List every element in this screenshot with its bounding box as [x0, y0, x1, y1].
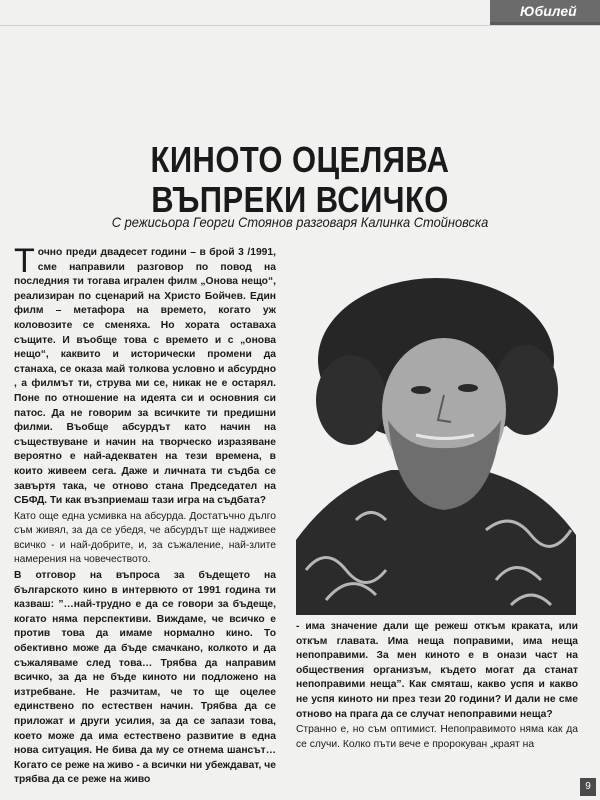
answer-1: Като още една усмивка на абсурда. Достатъчно дълго съм живял, за да се убедя, че абсурдът ще надживее всичко - и най-добрите, и, за съжаление, най-злите намерения на човечеството.	[14, 510, 276, 566]
answer-2: Странно е, но съм оптимист. Непоправимото няма как да се случи. Колко пъти вече е пророкуван „краят на	[296, 724, 578, 750]
section-tab	[490, 0, 600, 26]
title-line-2: ВЪПРЕКИ ВСИЧКО	[151, 179, 449, 220]
right-column	[296, 620, 578, 753]
question-1-text: очно преди двадесет години – в брой 3 /1991, сме направили разговор по повод на последния ти тогава игралeн филм „Онова нещо“, реализиран по сценарий на Христо Бойчев. Един филм – метафора на времето, когато уж коловозите се сменяха. Но хората оставаха същите. И въобще това с времето и с „онова нещо“, каквито и исторически промени да станахa, се оказа май толкова условно и абсурдно , а филмът ти, струва ми се, никак не е остарял. Поне по отношение на идеята си и основния си патос. Да не говорим за всичките ти предишни филми. Въобще абсурдът като начин на съществуване и начин на творческо изразяване вероятно е най-адекватен на тези времена, в които живеем сега. Даже и личната ти съдба се завъртя така, че отново стана Председател на СБФД. Ти как възприемаш тази игра на съдбата?	[14, 247, 276, 507]
left-column	[14, 242, 276, 789]
portrait-illustration	[296, 270, 576, 615]
header-rule	[0, 25, 600, 26]
article-title	[42, 140, 558, 220]
drop-cap: Т	[14, 242, 35, 280]
question-2-continued: - има значение дали ще режеш откъм краката, или откъм главата. Има неща поправими, има неща непоправими. За мен киното е в онази част на обществения организъм, където могат да станат непоправими неща”. Как смяташ, какво успя и какво не успя киното ни през тези 20 години? И дали не сме отново на прага да се случат непоправими неща?	[296, 621, 578, 720]
article-subtitle: С режисьора Георги Стоянов разговаря Калинка Стойновска	[111, 214, 489, 230]
question-1	[14, 242, 276, 509]
page-number: 9	[580, 778, 596, 796]
portrait-photo	[296, 270, 576, 615]
question-2: В отговор на въпроса за бъдещето на българското кино в интервюто от 1991 година ти казваш: ”…най-трудно е да се говори за бъдеще, когато няма перспективи. Виждаме, че всичко е против това да имаме нормално кино. То обективно може да бъде смачкано, колкото и да съжаляваме след това… Трябва да направим всичко, за да не бъде киното ни подложено на изтребване. Не разчитам, че то ще оцелее единствено по естествен начин. Трябва да се приложат и други усилия, за да се запази това, което може да има естествено развитие в една нова ситуация. Не бива да му се отнема шансът… Когато се реже на живо - а всички ни убеждават, че трябва да се реже на живо	[14, 570, 276, 786]
title-line-1: КИНОТО ОЦЕЛЯВА	[150, 139, 450, 180]
section-tab-label: Юбилей	[490, 0, 600, 22]
